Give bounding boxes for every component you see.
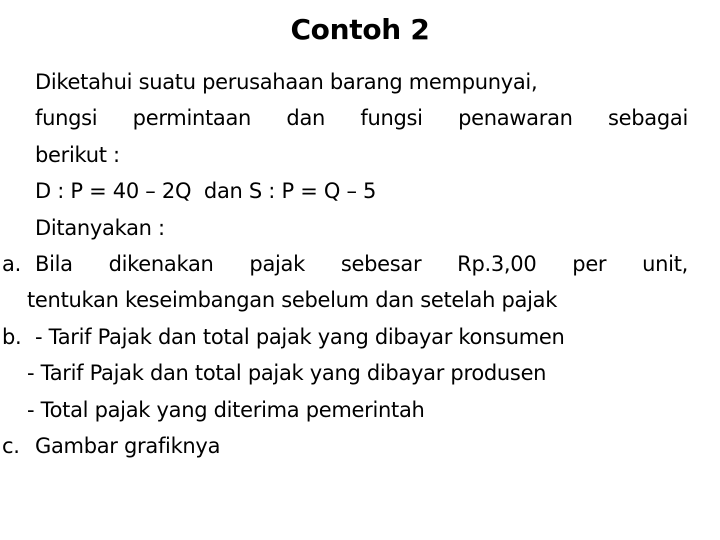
equation-text: D : P = 40 – 2Q dan S : P = Q – 5 (35, 179, 377, 204)
equation-line (8, 173, 688, 209)
list-marker-c: c. (2, 434, 20, 459)
intro-line-2 (8, 100, 688, 136)
question-line (8, 210, 688, 246)
list-item-b-line-2: - Tarif Pajak dan total pajak yang dibayar produsen (27, 361, 547, 386)
intro-text-2: fungsi permintaan dan fungsi penawaran sebagai (35, 106, 688, 131)
slide-title: Contoh 2 (290, 13, 430, 46)
list-item-a-line-2: tentukan keseimbangan sebelum dan setelah pajak (27, 288, 558, 313)
intro-line-1 (8, 64, 688, 100)
intro-text-1: Diketahui suatu perusahaan barang mempunyai, (35, 70, 538, 94)
list-item-c (2, 428, 688, 464)
intro-line-3 (8, 137, 688, 173)
list-marker-a: a. (2, 252, 21, 277)
list-item-a-line-1: Bila dikenakan pajak sebesar Rp.3,00 per unit, (35, 252, 688, 277)
list-item-a-continuation (8, 282, 688, 318)
list-item-b (2, 319, 688, 355)
slide-body (2, 64, 688, 464)
intro-text-3: berikut : (35, 142, 120, 167)
list-item-c-line-1: Gambar grafiknya (35, 434, 221, 459)
list-item-a (2, 246, 688, 282)
list-marker-b: b. (2, 324, 22, 349)
list-item-b-line-1: - Tarif Pajak dan total pajak yang dibayar konsumen (35, 324, 565, 349)
question-text: Ditanyakan : (35, 215, 165, 240)
list-item-b-continuation-1 (8, 355, 688, 391)
list-item-b-continuation-2 (8, 392, 688, 428)
list-item-b-line-3: - Total pajak yang diterima pemerintah (27, 397, 425, 422)
